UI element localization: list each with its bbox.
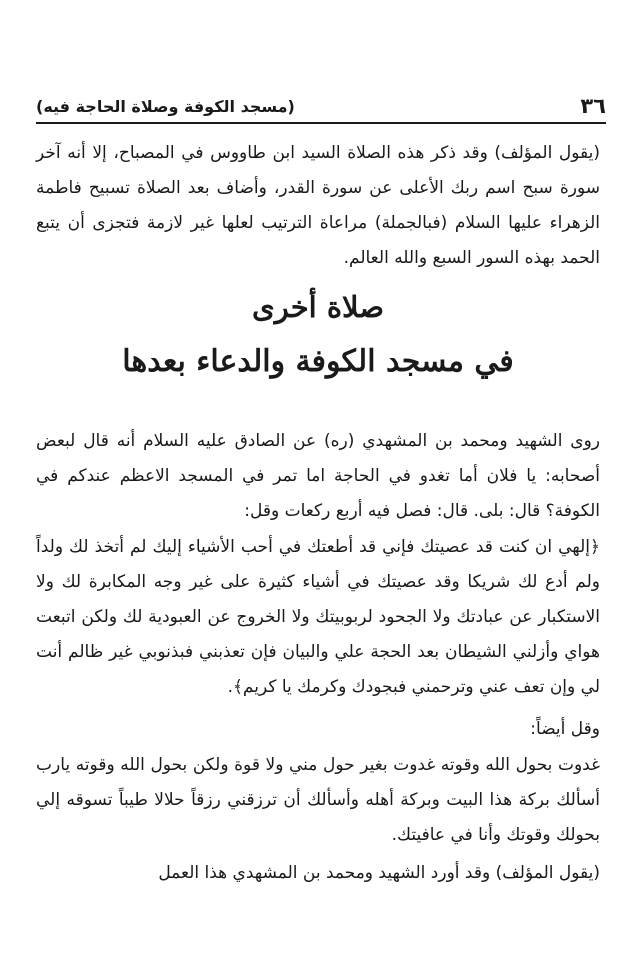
paragraph-author-note bbox=[36, 136, 600, 276]
paragraph-text: (يقول المؤلف) وقد ذكر هذه الصلاة السيد ابن طاووس في المصباح، إلا أنه آخر سورة سبح اسم ربك الأعلى عن سورة القدر، وأضاف بعد الصلاة تسبيح فاطمة الزهراء عليها السلام (فبالجملة) مراعاة الترتيب لعلها غير لازمة فتجزى أن يتبع الحمد بهذه السور السبع والله العالم. bbox=[36, 143, 600, 268]
paragraph-text: روى الشهيد ومحمد بن المشهدي (ره) عن الصادق عليه السلام أنه قال لبعض أصحابه: يا فلان أما تغدو في الحاجة اما تمر في المسجد الاعظم عندكم في الكوفة؟ قال: بلى. قال: فصل فيه أربع ركعات وقل: bbox=[36, 431, 600, 521]
paragraph-text: غدوت بحول الله وقوته غدوت بغير حول مني ولا قوة ولكن بحول الله وقوته يارب أسألك بركة هذا البيت وبركة أهله وأسألك أن ترزقني رزقاً حلالا طيباً تسوقه إلي بحولك وقوتك وأنا في عافيتك. bbox=[36, 755, 600, 845]
running-title: (مسجد الكوفة وصلاة الحاجة فيه) bbox=[36, 96, 295, 116]
page-header bbox=[36, 90, 606, 124]
paragraph-text: وقل أيضاً: bbox=[530, 719, 600, 739]
paragraph-narration bbox=[36, 424, 600, 529]
paragraph-text: (يقول المؤلف) وقد أورد الشهيد ومحمد بن المشهدي هذا العمل bbox=[158, 863, 600, 883]
paragraph-author-note-2 bbox=[36, 856, 600, 891]
paragraph-supplication bbox=[36, 530, 600, 705]
section-subheading: في مسجد الكوفة والدعاء بعدها bbox=[122, 344, 514, 379]
paragraph-supplication-2 bbox=[36, 748, 600, 853]
paragraph-text: ﴿إلهي ان كنت قد عصيتك فإني قد أطعتك في أحب الأشياء إليك لم أتخذ لك ولداً ولم أدع لك شريكا وقد عصيتك في أشياء كثيرة على غير وجه المكابرة لك ولا الاستكبار عن عبادتك ولا الجحود لربوبيتك ولا الخروج عن العبودية لك ولكن اتبعت هواي وأزلني الشيطان بعد الحجة علي والبيان فإن تعذبني فبذنوبي غير ظالم أنت لي وإن تعف عني وترحمني فبجودك وكرمك يا كريم﴾. bbox=[36, 537, 600, 697]
section-heading: صلاة أخرى bbox=[252, 290, 384, 324]
page-number: ٣٦ bbox=[580, 94, 606, 118]
paragraph-instruction bbox=[36, 712, 600, 747]
